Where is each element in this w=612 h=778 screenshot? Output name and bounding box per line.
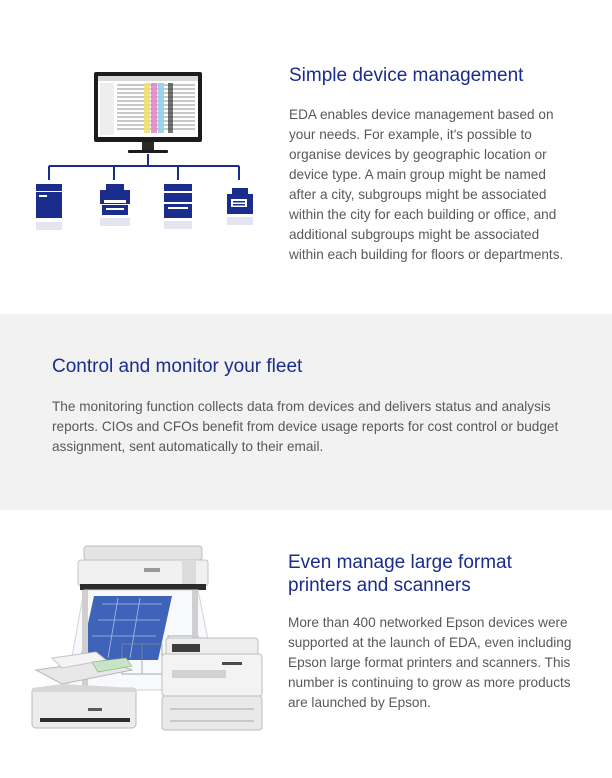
printer-icon: [164, 184, 192, 229]
printer-icon: [162, 638, 262, 730]
section-body: The monitoring function collects data from devices and delivers status and analysis reports. CIOs and CFOs benefit from device usage reports for cost control or budget assignment, sent automatically to their email.: [52, 399, 559, 454]
section-monitor-fleet: [0, 314, 612, 510]
printer-icon: [100, 184, 130, 226]
section-heading: Control and monitor your fleet: [52, 356, 303, 377]
printer-icon: [36, 184, 62, 230]
section-heading: Simple device management: [289, 65, 524, 86]
device-tree-illustration: [28, 66, 268, 246]
scanner-icon: [32, 652, 136, 728]
section-body: More than 400 networked Epson devices were supported at the launch of EDA, even including Epson large format printers and scanners. This number is continuing to grow as more products are launched by Epson.: [288, 615, 572, 710]
section-device-management: [0, 0, 612, 314]
section-body: EDA enables device management based on your needs. For example, it's possible to organise devices by geographic location or device type. A main group might be named after a city, subgroups might be associated within the city for each building or office, and additional subgroups might be associated within each building for floors or departments.: [289, 107, 564, 262]
large-format-devices-illustration: [22, 540, 272, 740]
printer-icon: [227, 188, 253, 225]
section-heading: Even manage large format printers and scanners: [288, 552, 512, 596]
section-large-format: [0, 510, 612, 778]
monitor-icon: [94, 72, 202, 153]
